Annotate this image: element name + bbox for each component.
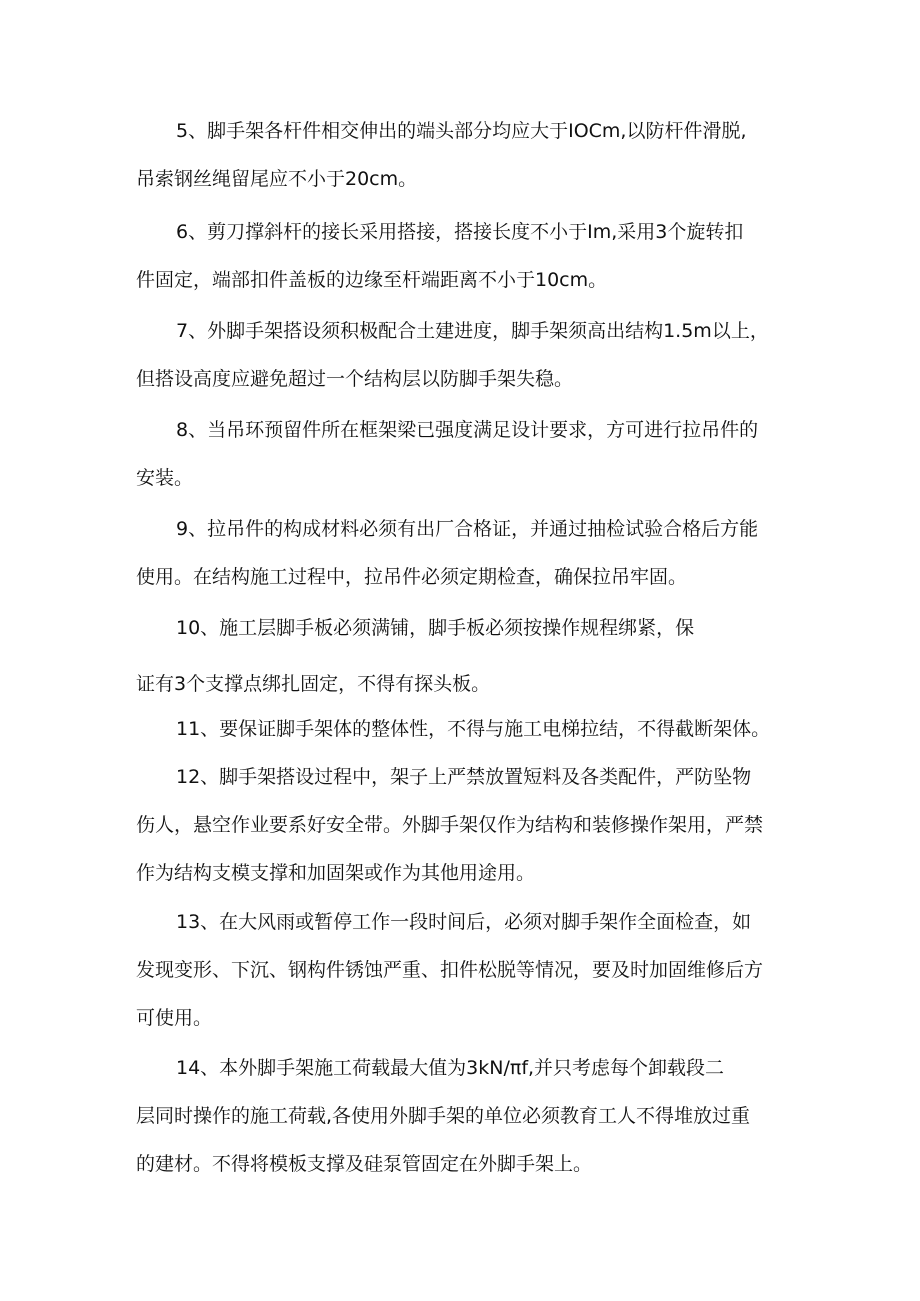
paragraph-line: 证有3个支撑点绑扎固定，不得有探头板。 <box>136 673 491 695</box>
paragraph-line: 吊索钢丝绳留尾应不小于20cm。 <box>136 168 418 190</box>
paragraph-line: 安装。 <box>136 467 194 489</box>
paragraph-11 <box>136 705 796 753</box>
paragraph-line: 8、当吊环预留件所在框架梁已强度满足设计要求，方可进行拉吊件的 <box>176 419 759 441</box>
paragraph-line: 使用。在结构施工过程中，拉吊件必须定期检查，确保拉吊牢固。 <box>136 566 688 588</box>
paragraph-line: 但搭设高度应避免超过一个结构层以防脚手架失稳。 <box>136 368 574 390</box>
paragraph-line: 5、脚手架各杆件相交伸出的端头部分均应大于IOCm,以防杆件滑脱, <box>176 120 747 142</box>
paragraph-12 <box>136 753 796 897</box>
paragraph-14 <box>136 1044 796 1188</box>
paragraph-line: 伤人，悬空作业要系好安全带。外脚手架仅作为结构和装修操作架用，严禁 <box>136 814 764 836</box>
paragraph-line: 10、施工层脚手板必须满铺，脚手板必须按操作规程绑紧，保 <box>176 617 695 639</box>
paragraph-7 <box>136 307 796 403</box>
paragraph-6 <box>136 208 796 304</box>
paragraph-line: 作为结构支模支撑和加固架或作为其他用途用。 <box>136 862 536 884</box>
paragraph-line: 6、剪刀撑斜杆的接长采用搭接，搭接长度不小于Im,采用3个旋转扣 <box>176 221 744 243</box>
paragraph-line: 12、脚手架搭设过程中，架子上严禁放置短料及各类配件，严防坠物 <box>176 766 752 788</box>
paragraph-line: 11、要保证脚手架体的整体性，不得与施工电梯拉结，不得截断架体。 <box>176 718 771 740</box>
paragraph-8 <box>136 406 796 502</box>
paragraph-line: 14、本外脚手架施工荷载最大值为3kN/πf,并只考虑每个卸载段二 <box>176 1057 725 1079</box>
paragraph-line: 的建材。不得将模板支撑及硅泵管固定在外脚手架上。 <box>136 1153 593 1175</box>
paragraph-line: 件固定，端部扣件盖板的边缘至杆端距离不小于10cm。 <box>136 269 608 291</box>
paragraph-line: 层同时操作的施工荷载,各使用外脚手架的单位必须教育工人不得堆放过重 <box>136 1105 751 1127</box>
paragraph-line: 13、在大风雨或暂停工作一段时间后，必须对脚手架作全面检查，如 <box>176 911 752 933</box>
paragraph-10 <box>136 604 796 708</box>
paragraph-line: 7、外脚手架搭设须积极配合土建进度，脚手架须高出结构1.5m以上， <box>176 320 769 342</box>
paragraph-5 <box>136 107 796 203</box>
paragraph-line: 可使用。 <box>136 1007 213 1029</box>
paragraph-line: 9、拉吊件的构成材料必须有出厂合格证，并通过抽检试验合格后方能 <box>176 518 759 540</box>
paragraph-13 <box>136 898 796 1042</box>
paragraph-9 <box>136 505 796 601</box>
paragraph-line: 发现变形、下沉、钢构件锈蚀严重、扣件松脱等情况，要及时加固维修后方 <box>136 959 764 981</box>
